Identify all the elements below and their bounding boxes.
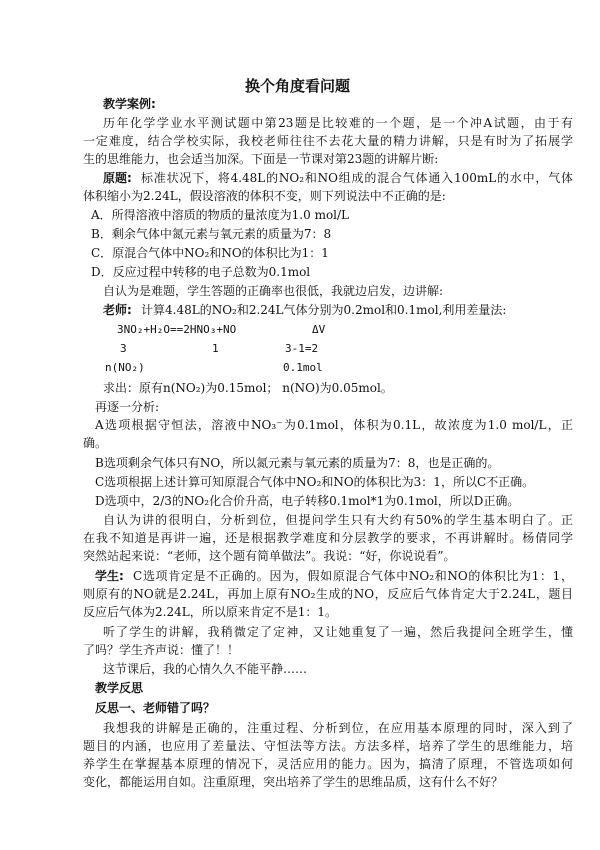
reflect-para-line-2: 在我不知道是再讲一遍，还是根据教学难度和分层教学的要求，不再讲解时。杨倩同学: [83, 531, 573, 545]
reflection-1-heading: 反思一、老师错了吗？: [95, 701, 216, 715]
equation-n-value: 0.1mol: [283, 361, 323, 374]
analysis-heading: 再逐一分析:: [95, 400, 160, 414]
reflection-1-line-3: 养学生在掌握基本原理的情况下，灵活应用的能力。因为，搞清了原理，不管选项如何: [83, 757, 573, 771]
option-d: D．反应过程中转移的电子总数为0.1mol: [91, 265, 311, 279]
reflect-para-line-1: 自认为讲的很明白，分析到位，但提问学生只有大约有50%的学生基本明白了。正: [103, 513, 573, 527]
equation-coef-2: 1: [212, 342, 219, 355]
reflection-1-line-4: 变化，都能运用自如。注重原理，突出培养了学生的思维品质，这有什么不好？: [83, 775, 504, 789]
problem-line-1: 标准状况下，将4.48L的NO₂和NO组成的混合气体通入100mL的水中，气体: [141, 171, 573, 185]
reflection-1-line-1: 我想我的讲解是正确的，注重过程、分析到位，在应用基本原理的同时，深入到了: [103, 721, 573, 735]
teacher-label: 老师:: [103, 303, 132, 317]
option-c: C．原混合气体中NO₂和NO的体积比为1：1: [91, 246, 329, 260]
teacher-line: 计算4.48L的NO₂和2.24L气体分别为0.2mol和0.1mol,利用差量法:: [141, 303, 507, 317]
reflection-1-line-2: 题目的内涵，也应用了差量法、守恒法等方法。方法多样，培养了学生的思维能力，培: [83, 739, 573, 753]
case-heading: 教学案例:: [103, 97, 156, 111]
problem-label: 原题:: [103, 171, 132, 185]
equation-coef-1: 3: [120, 342, 127, 355]
analysis-a-line-1: A选项根据守恒法，溶液中NO₃⁻为0.1mol，体积为0.1L，故浓度为1.0 mol/L，正: [95, 418, 573, 432]
intro-line-3: 生的思维能力，也会适当加深。下面是一节课对第23题的讲解片断:: [83, 152, 439, 166]
after-line-2: 了吗？学生齐声说：懂了！！: [83, 643, 240, 657]
self-note: 自认为是难题，学生答题的正确率也很低，我就边启发，边讲解:: [103, 284, 444, 298]
reflect-para-line-3: 突然站起来说：“老师，这个题有简单做法”。我说：“好，你说说看”。: [83, 549, 456, 563]
page-title: 换个角度看问题: [245, 77, 351, 95]
option-b: B．剩余气体中氮元素与氧元素的质量为7：8: [91, 227, 332, 241]
equation-coef-3: 3-1=2: [285, 342, 319, 355]
reflection-heading: 教学反思: [95, 681, 144, 695]
student-line-1: C选项肯定是不正确的。因为，假如原混合气体中NO₂和NO的体积比为1：1，: [133, 569, 573, 583]
student-line-3: 反应后气体为2.24L，所以原来肯定不是1：1。: [83, 605, 337, 619]
option-a: A．所得溶液中溶质的物质的量浓度为1.0 mol/L: [91, 208, 350, 222]
equation-delta: ΔV: [312, 323, 326, 336]
student-label: 学生:: [95, 569, 124, 583]
analysis-c: C选项根据上述计算可知原混合气体中NO₂和NO的体积比为3：1，所以C不正确。: [95, 475, 535, 489]
intro-line-2: 一定难度，结合学校实际，我校老师往往不去花大量的精力讲解，只是有时为了拓展学: [83, 134, 573, 148]
result-line: 求出：原有n(NO₂)为0.15mol； n(NO)为0.05mol。: [103, 381, 393, 395]
problem-line-2: 体积缩小为2.24L，假设溶液的体积不变，则下列说法中不正确的是:: [83, 189, 446, 203]
after-line-1: 听了学生的讲解，我稍微定了定神，又让她重复了一遍，然后我提问全班学生，懂: [103, 625, 573, 639]
after-line-3: 这节课后，我的心情久久不能平静……: [103, 662, 308, 676]
student-line-2: 则原有的NO就是2.24L，再加上原有NO₂生成的NO，反应后气体肯定大于2.24L，题目: [83, 587, 573, 601]
intro-line-1: 历年化学学业水平测试题中第23题是比较难的一个题，是一个冲A试题，由于有: [103, 116, 573, 130]
analysis-b: B选项剩余气体只有NO，所以氮元素与氧元素的质量为7：8，也是正确的。: [95, 456, 500, 470]
equation-n-label: n(NO₂): [105, 361, 145, 374]
analysis-d: D选项中，2/3的NO₂化合价升高，电子转移0.1mol*1为0.1mol，所以D正确。: [95, 494, 520, 508]
analysis-a-line-2: 确。: [83, 436, 108, 450]
equation-reaction: 3NO₂+H₂O==2HNO₃+NO: [117, 323, 237, 336]
